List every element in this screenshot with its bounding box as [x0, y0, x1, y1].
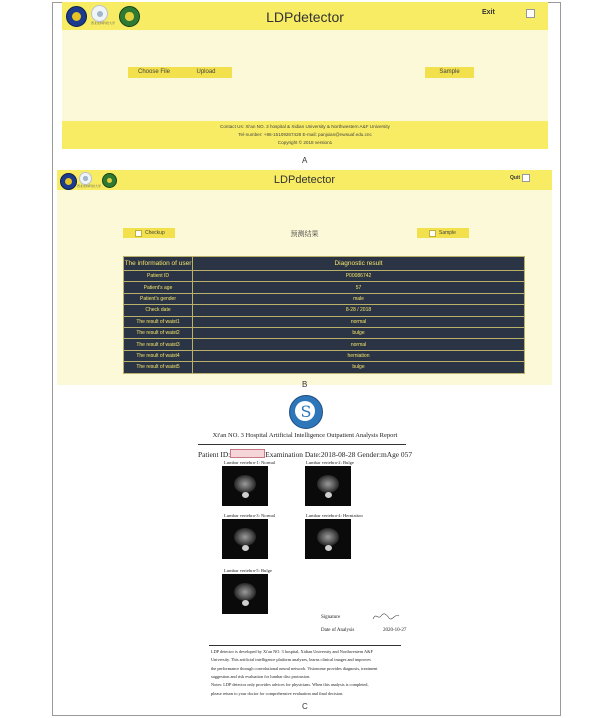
mri-image-5	[222, 574, 268, 614]
note-line: suggestion and risk evaluation for lumbar disc protrusion.	[211, 673, 311, 679]
report-title: Xi'an NO. 3 Hospital Artificial Intelligence Outpatient Analysis Report	[212, 432, 398, 439]
gender: Gender:m	[357, 450, 387, 459]
sample-label: Sample	[439, 230, 456, 236]
table-row	[124, 271, 525, 282]
panel-c-analysis-report	[58, 392, 552, 712]
mri-image-2	[305, 466, 351, 506]
upload-button[interactable]: Upload	[180, 67, 232, 78]
footer	[62, 121, 548, 149]
vertebra-4-label: Lumbar vertebra-4: Herniation	[306, 513, 363, 518]
analysis-date-value: 2020-10-27	[383, 628, 407, 633]
prediction-result-heading: 预测结果	[290, 231, 319, 238]
table-row	[124, 362, 525, 373]
panel-c-caption: C	[302, 702, 308, 711]
signature-label: Signature	[321, 615, 341, 620]
sample-button[interactable]	[417, 228, 469, 238]
note-line: Notes: LDP detector only provides advices for physicians. When this analysis is completed,	[211, 682, 369, 688]
header-bar	[57, 170, 552, 190]
mri-image-4	[305, 519, 351, 559]
app-title: LDPdetector	[273, 174, 336, 186]
mri-image-3	[222, 519, 268, 559]
note-line: please return to your doctor for comprehensive evaluation and final decision.	[211, 690, 344, 696]
table-header-row	[124, 257, 525, 271]
quit-button[interactable]: Quit	[510, 175, 520, 181]
mri-image-1	[222, 466, 268, 506]
vertebra-5-label: Lumbar vertebra-5: Bulge	[224, 568, 272, 573]
exit-icon[interactable]	[526, 9, 535, 18]
header-bar	[62, 2, 548, 30]
table-cell-label: Patient's age	[124, 282, 193, 293]
exit-button[interactable]: Exit	[482, 9, 495, 16]
checkup-label: Checkup	[145, 230, 165, 236]
table-cell-value: P00086742	[193, 271, 525, 282]
footer-contact: Contact Us: Xi'an NO. 3 hospital & Xidian University & Northwestern A&F University	[220, 124, 390, 129]
vertebra-2-label: Lumbar vertebra-2: Bulge	[306, 460, 354, 465]
panel-a-upload-page	[62, 2, 548, 147]
table-cell-label: Patient's gender	[124, 293, 193, 304]
divider	[209, 645, 401, 646]
patient-id-label: Patient ID:	[198, 450, 231, 459]
table-cell-label: Check date	[124, 305, 193, 316]
signature-image	[371, 610, 401, 622]
footer-copyright: Copyright © 2018 version1	[277, 140, 333, 145]
column-header-diagnostic-result: Diagnostic result	[193, 257, 525, 271]
table-row	[124, 327, 525, 338]
analysis-date-label: Date of Analysis	[321, 628, 355, 633]
table-cell-label: Patient ID	[124, 271, 193, 282]
university-logo-caption: 西北农林科技大学	[77, 184, 102, 188]
vertebra-3-label: Lumbar vertebra-3: Normal	[224, 513, 276, 518]
table-cell-label: The result of waist2	[124, 327, 193, 338]
table-cell-label: The result of waist5	[124, 362, 193, 373]
exam-date: Examination Date:2018-08-28	[265, 450, 356, 459]
table-cell-value: normal	[193, 339, 525, 350]
hospital-seal-icon	[289, 395, 323, 429]
table-row	[124, 316, 525, 327]
table-row	[124, 350, 525, 361]
panel-b-result-page	[57, 170, 552, 385]
patient-id-redacted	[230, 449, 265, 458]
sample-button[interactable]: Sample	[425, 67, 474, 78]
quit-icon[interactable]	[522, 174, 530, 182]
diagnostic-result-table	[123, 256, 525, 374]
table-row	[124, 282, 525, 293]
table-cell-label: The result of waist1	[124, 316, 193, 327]
choose-file-button[interactable]: Choose File	[128, 67, 180, 78]
patient-info-line	[198, 449, 412, 459]
table-cell-value: bulge	[193, 327, 525, 338]
table-cell-value: male	[193, 293, 525, 304]
column-header-user-info: The information of user	[124, 257, 193, 271]
age: Age 057	[386, 450, 413, 459]
university-logo-caption: 西北农林科技大学	[91, 21, 116, 25]
note-line: LDP detector is developed by Xi'an NO. 3 hospital, Xidian University and Northwestern A&F	[211, 649, 373, 654]
table-cell-value: normal	[193, 316, 525, 327]
footer-contact-info: Tel-number: +86-15109267428 E-mail: panjxian@nwsuaf.edu.cnc	[238, 132, 372, 137]
table-body	[124, 271, 525, 374]
table-cell-label: The result of waist3	[124, 339, 193, 350]
note-line: the performance through convolutional neural network. Visionome provides diagnosis, treatment	[211, 665, 378, 671]
table-cell-value: herniation	[193, 350, 525, 361]
table-cell-label: The result of waist4	[124, 350, 193, 361]
table-row	[124, 293, 525, 304]
vertebra-1-label: Lumbar vertebra-1: Normal	[224, 460, 276, 465]
checkbox-icon	[429, 230, 436, 237]
app-title: LDPdetector	[266, 9, 344, 25]
divider	[198, 444, 406, 445]
upload-area	[62, 30, 548, 121]
table-cell-value: 57	[193, 282, 525, 293]
table-cell-value: 8-28 / 2018	[193, 305, 525, 316]
note-line: University. This artificial intelligence platform analyzes, learns clinical images and improves	[211, 657, 371, 663]
panel-a-caption: A	[302, 156, 308, 165]
panel-b-caption: B	[302, 380, 308, 389]
table-row	[124, 305, 525, 316]
table-cell-value: bulge	[193, 362, 525, 373]
table-row	[124, 339, 525, 350]
